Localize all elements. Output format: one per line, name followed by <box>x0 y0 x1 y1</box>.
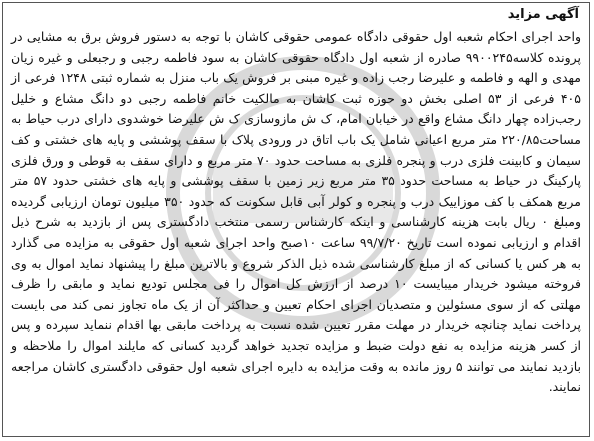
notice-title: آگهی مزاید <box>507 7 579 22</box>
notice-frame <box>2 2 590 437</box>
notice-body: واحد اجرای احکام شعبه اول حقوقی دادگاه عمومی حقوقی کاشان با توجه به دستور فروش برق به مشایی در پرونده کلاسه۹۹۰۰۲۴۵ صادره از شعبه اول دادگاه حقوقی کاشان به سود فاطمه رجبی و رجبعلی و غیره زیان مهدی و الهه و فاطمه و علیرضا رجب زاده و غیره مبنی بر فروش یک باب منزل به شماره ثبتی ۱۲۴۸ فرعی از ۴۰۵ فرعی از ۵۳ اصلی بخش دو حوزه ثبت کاشان به مالکیت خانم فاطمه رجبی دو دانگ مشاع و خلیل رجب‌زاده چهار دانگ مشاع واقع در خیابان امام، ک ش مازوسازی ک ش علیرضا خوشدوی دارای درب حیاط به مساحت۲۲۰/۸۵ متر مربع اعیانی شامل یک باب اتاق در ورودی پلاک با سقف پوششی و پایه های خشتی و کف سیمان و کابینت فلزی درب و پنجره فلزی به مساحت حدود ۷۰ متر مربع و دارای سقف به قوطی و ورق فلزی پارکینگ در حیاط به مساحت حدود ۳۵ متر مربع زیر زمین با سقف پوششی و پایه های خشتی حدود ۵۷ متر مربع همکف با کف موزاییک درب و پنجره و کولر آبی قابل سکونت که حدود ۳۵۰ میلیون تومان ارزیابی گردیده ومبلغ ۰ ریال بابت هزینه کارشناسی و اینکه کارشناس رسمی منتخب دادگستری پس از بازدید به شرح ذیل اقدام و ارزیابی نموده است تاریخ ۹۹/۷/۲۰ ساعت ۱۰صبح واحد اجرای شعبه اول حقوقی به مزایده می گذارد به هر کس یا کسانی که از مبلغ کارشناسی شده ذیل الذکر شروع و بالاترین مبلغ را پیشنهاد نماید اموال به وی فروخته میشود خریدار میبایست ۱۰ درصد از ارزش کل اموال را فی مجلس تودیع نماید و مابقی را ظرف مهلتی که از سوی مسئولین و متصدیان اجرای احکام تعیین و حداکثر آن از یک ماه تجاوز نمی کند می بایست پرداخت نماید چنانچه خریدار در مهلت مقرر تعیین شده نسبت به پرداخت مابقی بها اقدام ننماید سپرده و پس از کسر هزینه مزایده به نفع دولت ضبط و مزایده تجدید خواهد گردید کسانی که مایلند اموال را ملاحظه و بازدید نمایند می توانند ۵ روز مانده به وقت مزایده به دایره اجرای شعبه اول حقوقی دادگستری کاشان مراجعه نمایند. <box>11 29 582 395</box>
